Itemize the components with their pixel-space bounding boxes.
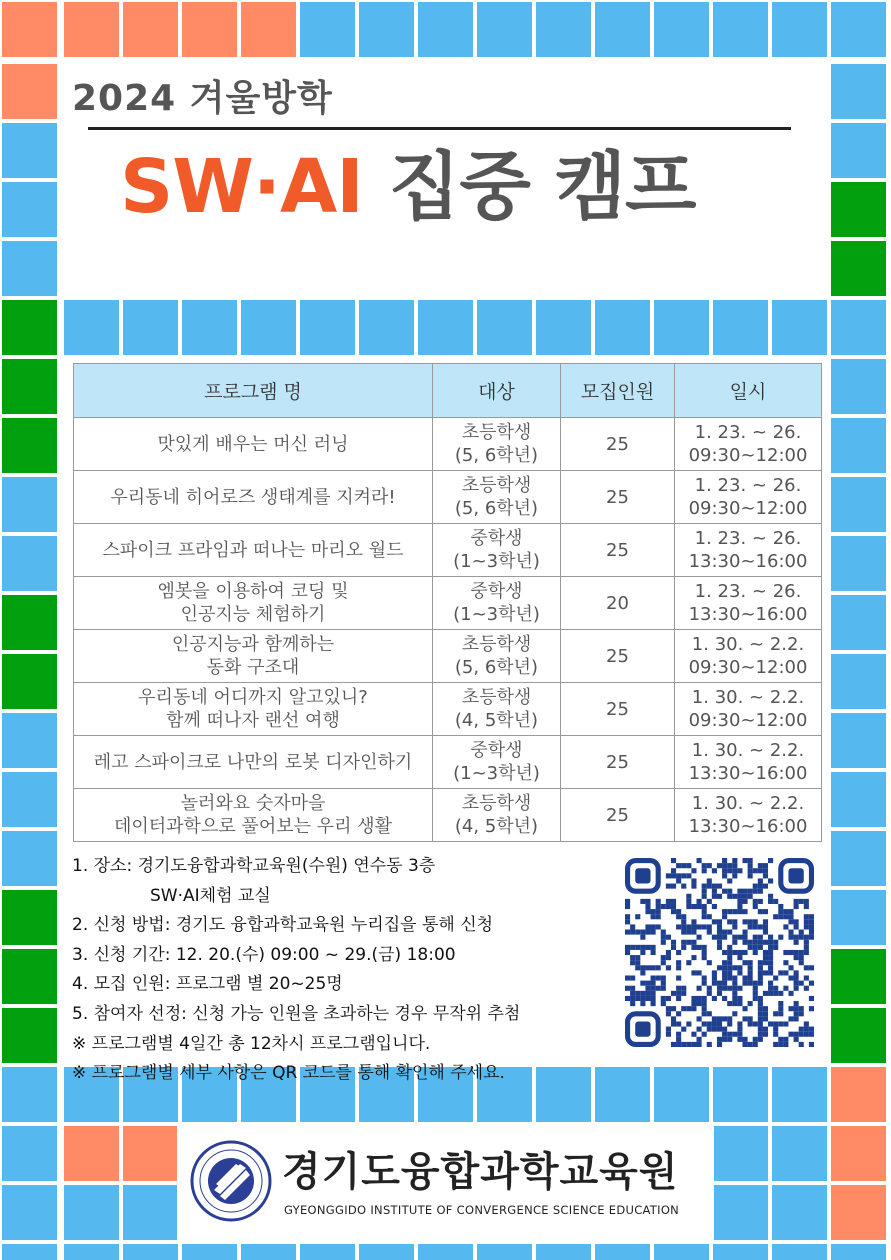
note-sessions: ※ 프로그램별 4일간 총 12차시 프로그램입니다. <box>72 1033 431 1054</box>
tile <box>654 1244 709 1260</box>
tile <box>2 418 57 473</box>
tile <box>2 64 57 119</box>
tile <box>831 1126 886 1181</box>
tile <box>831 713 886 768</box>
tile <box>64 1126 119 1181</box>
note-recruit: 4. 모집 인원: 프로그램 별 20~25명 <box>72 974 343 995</box>
table-row <box>74 471 822 524</box>
program-name-cell <box>74 683 433 736</box>
note-place-sub: SW·AI체험 교실 <box>150 885 271 906</box>
tile <box>2 831 57 886</box>
qr-code[interactable] <box>625 858 814 1047</box>
tile <box>831 890 886 945</box>
program-name-cell-line: 함께 떠나자 랜선 여행 <box>166 710 340 731</box>
date-cell <box>675 683 822 736</box>
main-title <box>120 144 696 230</box>
target-cell <box>433 683 561 736</box>
count-cell: 25 <box>561 418 675 471</box>
title-divider <box>88 127 791 130</box>
tile <box>831 1185 886 1240</box>
target-cell-line: 중학생 <box>470 740 523 761</box>
tile <box>772 2 827 57</box>
tile <box>64 2 119 57</box>
tile <box>772 1067 827 1122</box>
table-row <box>74 683 822 736</box>
target-cell <box>433 577 561 630</box>
program-name-cell-line: 맛있게 배우는 머신 러닝 <box>157 433 349 455</box>
tile <box>831 123 886 178</box>
date-cell <box>675 789 822 842</box>
note-selection: 5. 참여자 선정: 신청 가능 인원을 초과하는 경우 무작위 추첨 <box>72 1003 521 1024</box>
date-cell-line: 13:30~16:00 <box>688 763 808 784</box>
program-name-cell-line: 인공지능과 함께하는 <box>171 634 335 655</box>
date-cell-line: 09:30~12:00 <box>688 498 808 519</box>
tile <box>831 418 886 473</box>
tile <box>2 1244 57 1260</box>
tile <box>2 713 57 768</box>
tile <box>772 300 827 355</box>
count-cell: 25 <box>561 736 675 789</box>
tile <box>536 300 591 355</box>
tile <box>654 2 709 57</box>
title-highlight: SW·AI <box>120 144 363 230</box>
tile <box>2 123 57 178</box>
tile <box>123 1185 178 1240</box>
tile <box>418 1244 473 1260</box>
date-cell <box>675 471 822 524</box>
date-cell <box>675 630 822 683</box>
tile <box>772 1244 827 1260</box>
tile <box>2 890 57 945</box>
date-cell-line: 1. 30. ~ 2.2. <box>691 634 805 655</box>
target-cell-line: 중학생 <box>470 528 523 549</box>
institute-name: 경기도융합과학교육원 <box>282 1149 679 1195</box>
target-cell-line: (4, 5학년) <box>454 710 539 731</box>
program-name-cell <box>74 577 433 630</box>
tile <box>831 1008 886 1063</box>
tile <box>2 1067 57 1122</box>
tile <box>418 2 473 57</box>
tile <box>2 772 57 827</box>
tile <box>831 1067 886 1122</box>
tile <box>831 536 886 591</box>
program-name-cell-line: 데이터과학으로 풀어보는 우리 생활 <box>114 816 392 837</box>
program-name-cell <box>74 418 433 471</box>
tile <box>831 477 886 532</box>
tile <box>536 1067 591 1122</box>
tile <box>2 595 57 650</box>
target-cell <box>433 630 561 683</box>
tile <box>2 949 57 1004</box>
target-cell-line: 초등학생 <box>461 634 532 655</box>
count-cell: 25 <box>561 524 675 577</box>
program-table <box>73 363 822 842</box>
tile <box>477 300 532 355</box>
date-cell-line: 09:30~12:00 <box>688 445 808 466</box>
tile <box>359 2 414 57</box>
tile <box>2 182 57 237</box>
tile <box>831 359 886 414</box>
program-name-cell-line: 인공지능 체험하기 <box>180 604 326 625</box>
header-program-name: 프로그램 명 <box>74 364 433 418</box>
tile <box>831 831 886 886</box>
target-cell-line: (1~3학년) <box>453 551 540 572</box>
target-cell <box>433 471 561 524</box>
date-cell-line: 1. 30. ~ 2.2. <box>691 793 805 814</box>
tile <box>64 1185 119 1240</box>
date-cell-line: 13:30~16:00 <box>688 816 808 837</box>
tile <box>2 241 57 296</box>
date-cell-line: 1. 23. ~ 26. <box>694 422 802 443</box>
target-cell-line: (5, 6학년) <box>454 657 539 678</box>
program-name-cell-line: 레고 스파이크로 나만의 로봇 디자인하기 <box>93 751 413 773</box>
target-cell <box>433 418 561 471</box>
date-cell-line: 1. 30. ~ 2.2. <box>691 687 805 708</box>
tile <box>831 182 886 237</box>
program-name-cell <box>74 789 433 842</box>
date-cell <box>675 524 822 577</box>
count-cell: 25 <box>561 789 675 842</box>
tile <box>2 359 57 414</box>
target-cell <box>433 736 561 789</box>
target-cell-line: 초등학생 <box>461 687 532 708</box>
count-cell: 25 <box>561 683 675 736</box>
tile <box>654 1067 709 1122</box>
tile <box>241 2 296 57</box>
table-row <box>74 418 822 471</box>
tile <box>477 2 532 57</box>
tile <box>831 654 886 709</box>
table-row <box>74 789 822 842</box>
target-cell <box>433 524 561 577</box>
tile <box>182 300 237 355</box>
tile <box>64 1244 119 1260</box>
program-name-cell-line: 엠봇을 이용하여 코딩 및 <box>157 581 349 602</box>
tile <box>713 2 768 57</box>
program-name-cell-line: 우리동네 히어로즈 생태계를 지켜라! <box>110 486 396 508</box>
note-period: 3. 신청 기간: 12. 20.(수) 09:00 ~ 29.(금) 18:00 <box>72 944 456 965</box>
date-cell-line: 1. 23. ~ 26. <box>694 475 802 496</box>
target-cell-line: 초등학생 <box>461 793 532 814</box>
tile <box>182 2 237 57</box>
tile <box>182 1244 237 1260</box>
tile <box>300 1244 355 1260</box>
tile <box>772 1126 827 1181</box>
date-cell-line: 1. 23. ~ 26. <box>694 581 802 602</box>
target-cell-line: 초등학생 <box>461 475 532 496</box>
tile <box>2 654 57 709</box>
target-cell-line: 중학생 <box>470 581 523 602</box>
tile <box>713 1067 768 1122</box>
date-cell-line: 1. 23. ~ 26. <box>694 528 802 549</box>
tile <box>300 2 355 57</box>
tile <box>713 300 768 355</box>
tile <box>831 1244 886 1260</box>
note-method: 2. 신청 방법: 경기도 융합과학교육원 누리집을 통해 신청 <box>72 915 494 936</box>
tile <box>2 1008 57 1063</box>
tile <box>64 300 119 355</box>
program-name-cell <box>74 630 433 683</box>
tile <box>123 1126 178 1181</box>
info-notes <box>72 852 520 1089</box>
date-cell <box>675 577 822 630</box>
program-name-cell <box>74 736 433 789</box>
tile <box>831 772 886 827</box>
tile <box>713 1185 768 1240</box>
program-name-cell-line: 우리동네 어디까지 알고있니? <box>138 687 368 708</box>
tile <box>831 2 886 57</box>
table-row <box>74 577 822 630</box>
tile <box>2 477 57 532</box>
table-row <box>74 524 822 577</box>
program-name-cell <box>74 471 433 524</box>
target-cell-line: (1~3학년) <box>453 604 540 625</box>
target-cell-line: (1~3학년) <box>453 763 540 784</box>
tile <box>654 300 709 355</box>
tile <box>713 1126 768 1181</box>
tile <box>536 2 591 57</box>
tile <box>831 64 886 119</box>
note-place: 1. 장소: 경기도융합과학교육원(수원) 연수동 3층 <box>72 856 436 876</box>
date-cell <box>675 418 822 471</box>
tile <box>536 1244 591 1260</box>
tile <box>241 300 296 355</box>
tile <box>772 1185 827 1240</box>
date-cell-line: 09:30~12:00 <box>688 657 808 678</box>
title-rest: 집중 캠프 <box>388 144 696 230</box>
tile <box>300 300 355 355</box>
header-target: 대상 <box>433 364 561 418</box>
date-cell-line: 13:30~16:00 <box>688 604 808 625</box>
count-cell: 25 <box>561 471 675 524</box>
count-cell: 25 <box>561 630 675 683</box>
tile <box>595 2 650 57</box>
tile <box>359 300 414 355</box>
target-cell-line: (5, 6학년) <box>454 445 539 466</box>
header-count: 모집인원 <box>561 364 675 418</box>
program-name-cell-line: 동화 구조대 <box>206 657 300 678</box>
tile <box>241 1244 296 1260</box>
tile <box>2 536 57 591</box>
date-cell-line: 1. 30. ~ 2.2. <box>691 740 805 761</box>
tile <box>123 300 178 355</box>
tile <box>831 241 886 296</box>
tile <box>477 1244 532 1260</box>
tile <box>831 949 886 1004</box>
institute-emblem-icon <box>190 1140 272 1222</box>
date-cell <box>675 736 822 789</box>
tile <box>831 300 886 355</box>
table-row <box>74 630 822 683</box>
tile <box>123 1244 178 1260</box>
tile <box>418 300 473 355</box>
tile <box>359 1244 414 1260</box>
tile <box>595 1244 650 1260</box>
target-cell-line: (5, 6학년) <box>454 498 539 519</box>
tile <box>2 1185 57 1240</box>
header-date: 일시 <box>675 364 822 418</box>
tile <box>2 2 57 57</box>
tile <box>123 2 178 57</box>
year-title: 2024 겨울방학 <box>72 78 333 119</box>
tile <box>831 595 886 650</box>
institute-name-english: GYEONGGIDO INSTITUTE OF CONVERGENCE SCIENCE EDUCATION <box>284 1203 680 1217</box>
target-cell-line: (4, 5학년) <box>454 816 539 837</box>
program-name-cell-line: 놀러와요 숫자마을 <box>180 793 326 814</box>
tile <box>713 1244 768 1260</box>
program-name-cell <box>74 524 433 577</box>
tile <box>595 300 650 355</box>
target-cell-line: 초등학생 <box>461 422 532 443</box>
target-cell <box>433 789 561 842</box>
tile <box>595 1067 650 1122</box>
note-qr: ※ 프로그램별 세부 사항은 QR 코드를 통해 확인해 주세요. <box>72 1063 505 1084</box>
date-cell-line: 09:30~12:00 <box>688 710 808 731</box>
table-header-row <box>74 364 822 418</box>
date-cell-line: 13:30~16:00 <box>688 551 808 572</box>
program-name-cell-line: 스파이크 프라임과 떠나는 마리오 월드 <box>102 539 404 561</box>
tile <box>2 1126 57 1181</box>
table-row <box>74 736 822 789</box>
count-cell: 20 <box>561 577 675 630</box>
tile <box>2 300 57 355</box>
